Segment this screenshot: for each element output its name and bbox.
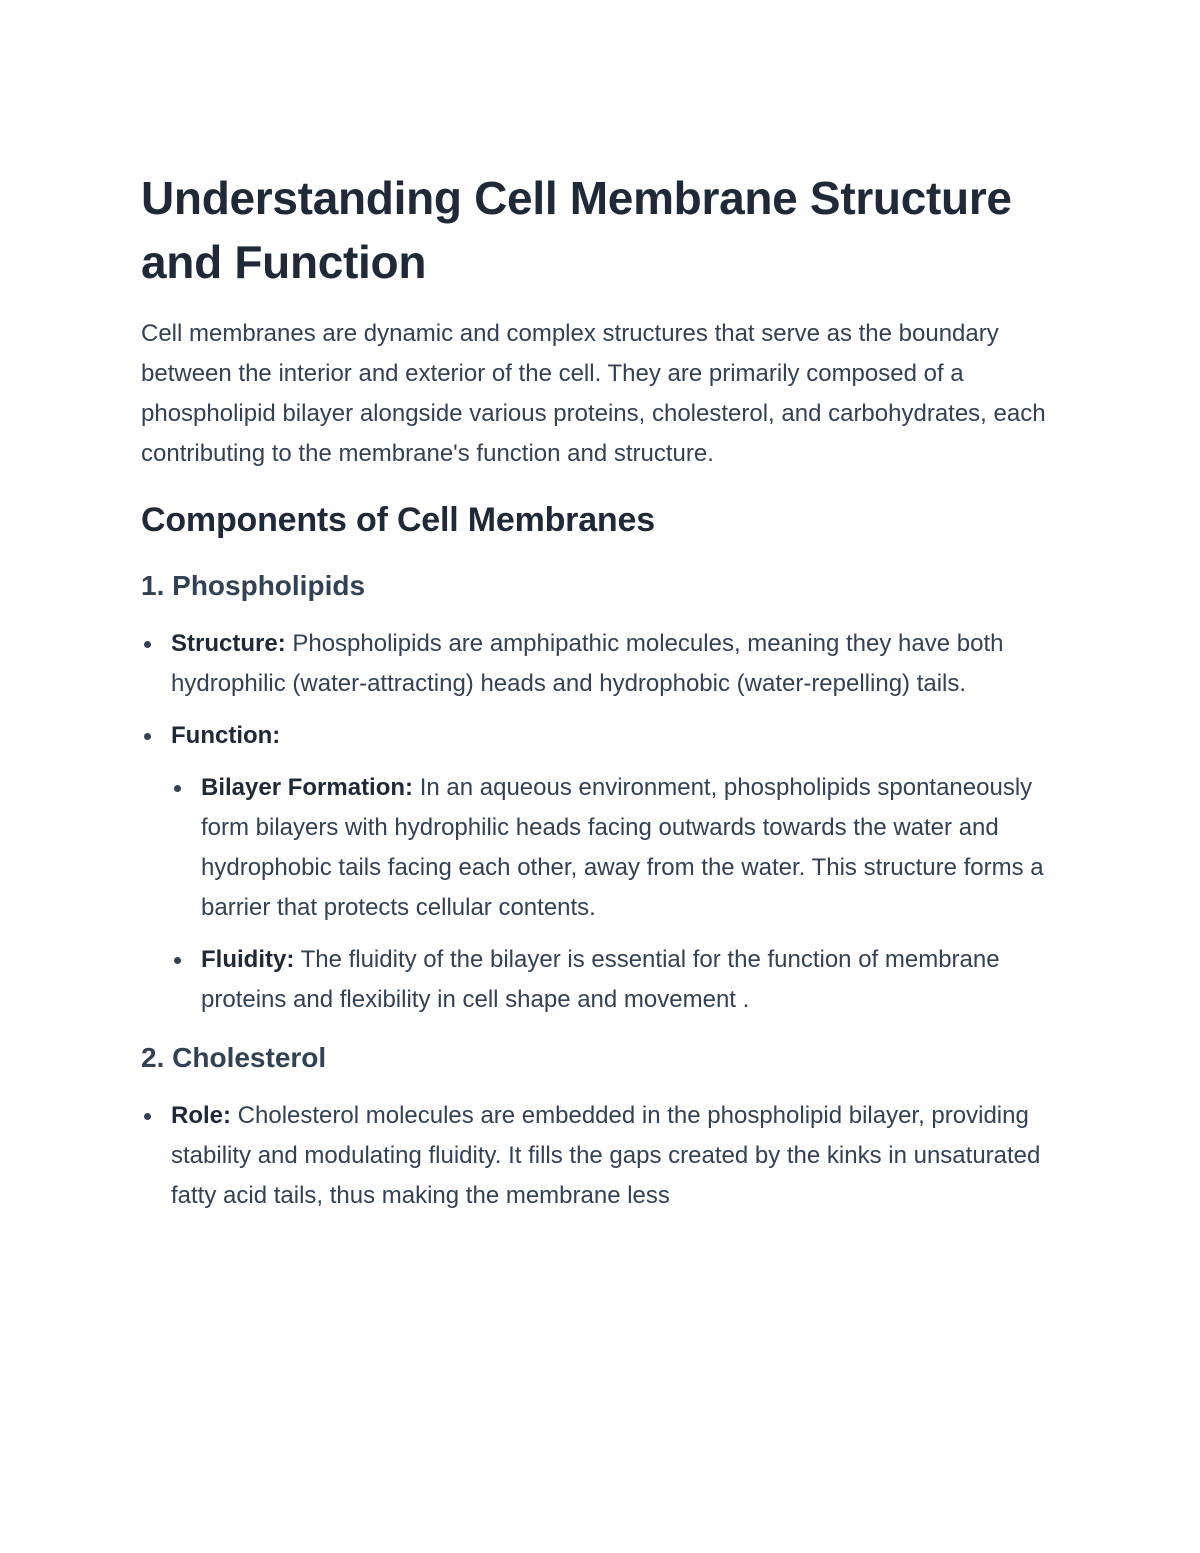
subsection-title: Phospholipids [172, 570, 366, 601]
list-item [141, 1096, 1061, 1216]
document-page [141, 166, 1061, 1228]
sub-bullet-list [171, 768, 1061, 1020]
intro-paragraph: Cell membranes are dynamic and complex structures that serve as the boundary between the interior and exterior of the cell. They are primarily composed of a phospholipid bilayer alongside various proteins, cholesterol, and carbohydrates, each contributing to the membrane's function and structure. [141, 320, 1046, 467]
item-text: Phospholipids are amphipathic molecules, meaning they have both hydrophilic (water-attracting) heads and hydrophobic (water-repelling) tails. [171, 630, 1004, 697]
list-item [141, 624, 1061, 704]
item-label: Fluidity: [201, 946, 295, 973]
item-text: In an aqueous environment, phospholipids spontaneously form bilayers with hydrophilic heads facing outwards towards the water and hydrophobic tails facing each other, away from the water. This structure forms a barrier that protects cellular contents. [201, 774, 1044, 921]
item-label: Role: [171, 1102, 231, 1129]
subsection-phospholipids [141, 566, 1061, 1020]
list-item [171, 768, 1061, 928]
document-title: Understanding Cell Membrane Structure and Function [141, 172, 1012, 288]
subsection-number: 2. [141, 1042, 165, 1073]
subsection-heading [141, 566, 1061, 606]
subsection-heading [141, 1038, 1061, 1078]
bullet-list [141, 624, 1061, 1020]
section-heading: Components of Cell Membranes [141, 501, 655, 539]
subsection-number: 1. [141, 570, 165, 601]
bullet-list [141, 1096, 1061, 1216]
subsection-cholesterol [141, 1038, 1061, 1216]
item-label: Bilayer Formation: [201, 774, 414, 801]
subsection-title: Cholesterol [172, 1042, 327, 1073]
item-text: The fluidity of the bilayer is essential for the function of membrane proteins and flexibility in cell shape and movement . [201, 946, 1000, 1013]
item-text: Cholesterol molecules are embedded in the phospholipid bilayer, providing stability and modulating fluidity. It fills the gaps created by the kinks in unsaturated fatty acid tails, thus making the membrane less [171, 1102, 1041, 1209]
item-label: Function: [171, 722, 281, 749]
list-item [141, 716, 1061, 1020]
item-label: Structure: [171, 630, 286, 657]
list-item [171, 940, 1061, 1020]
